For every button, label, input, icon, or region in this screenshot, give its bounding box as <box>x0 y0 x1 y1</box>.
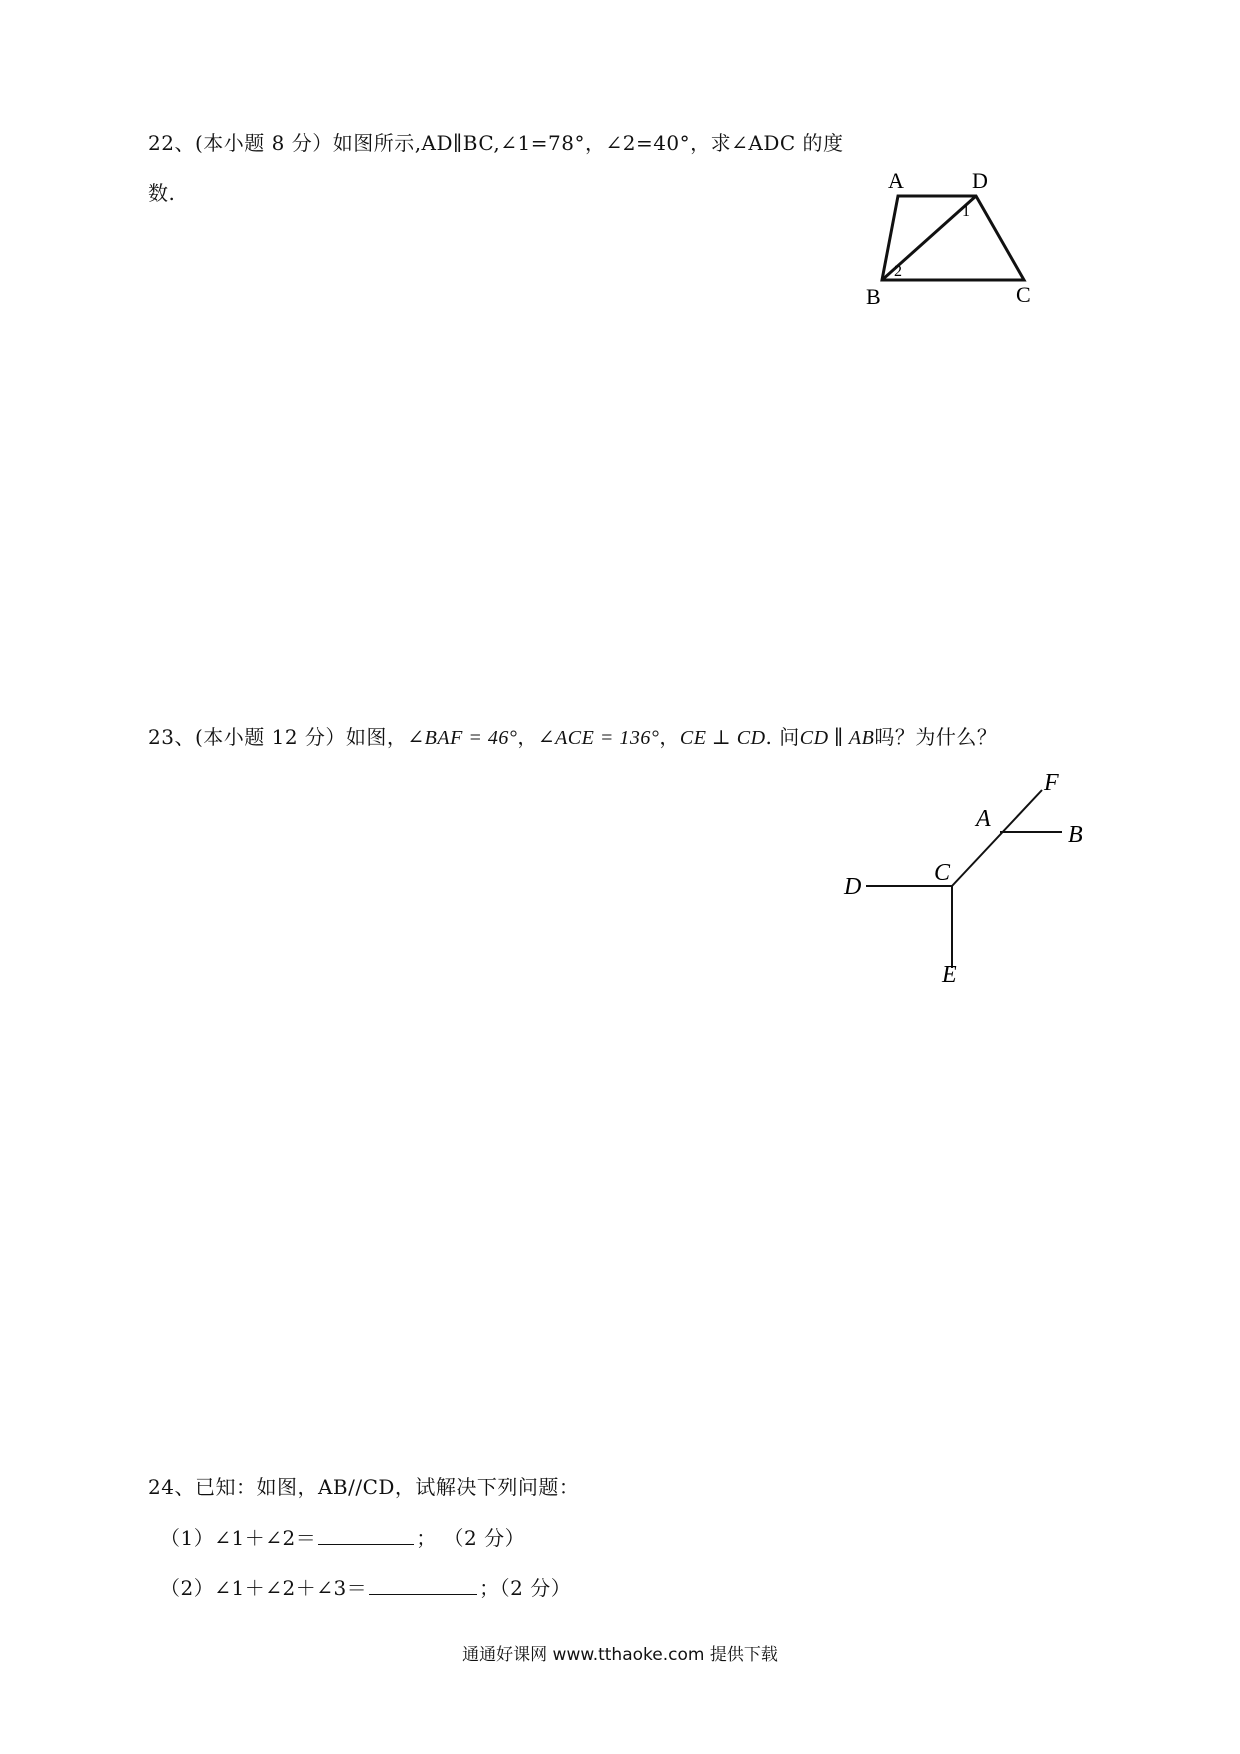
q23-sep1: ， <box>517 725 538 749</box>
q24-part1-suffix: ； （2 分） <box>416 1526 526 1550</box>
q22-trapezoid-figure <box>860 170 1040 310</box>
q24-part2-prefix: （2）∠1＋∠2＋∠3＝ <box>160 1576 368 1600</box>
label-d: D <box>844 874 862 900</box>
q23-suffix: 吗？为什么？ <box>874 725 998 749</box>
label-f: F <box>1044 770 1059 796</box>
q23-expr-parallel: CD ∥ AB <box>799 727 875 749</box>
q23-prefix: 23、(本小题 12 分）如图， <box>148 725 408 749</box>
q24-part2 <box>160 1574 571 1601</box>
label-angle-1: 1 <box>962 203 970 220</box>
q24-part2-suffix: ；（2 分） <box>479 1576 572 1600</box>
label-c: C <box>1016 282 1031 307</box>
line-cf <box>952 790 1042 886</box>
q23-sep2: ， <box>659 725 680 749</box>
label-b: B <box>866 284 881 309</box>
label-a: A <box>888 168 904 193</box>
label-angle-2: 2 <box>894 263 902 280</box>
trapezoid-outline <box>882 196 1024 280</box>
q23-expr-perp: CE ⊥ CD <box>679 727 766 749</box>
q24-part1 <box>160 1524 525 1551</box>
label-b: B <box>1068 822 1083 848</box>
label-e: E <box>942 962 957 988</box>
label-d: D <box>972 168 988 193</box>
label-c: C <box>934 860 951 886</box>
q23-expr-ace: ∠ACE = 136° <box>537 727 660 749</box>
q22-text-line1: 22、(本小题 8 分）如图所示,AD∥BC,∠1=78°，∠2=40°，求∠ADC 的度 <box>148 131 844 155</box>
q24-part1-answer-blank[interactable] <box>318 1524 414 1545</box>
q24-part1-prefix: （1）∠1＋∠2＝ <box>160 1526 317 1550</box>
q23-lines-figure <box>840 770 1100 1000</box>
q24-part2-answer-blank[interactable] <box>369 1574 477 1595</box>
label-a: A <box>976 806 991 832</box>
q22-text-line2: 数. <box>148 181 176 205</box>
page-footer: 通通好课网 www.tthaoke.com 提供下载 <box>462 1645 778 1665</box>
q24-intro: 24、已知：如图，AB//CD，试解决下列问题： <box>148 1475 580 1499</box>
q23-text <box>148 724 997 751</box>
q23-mid: . 问 <box>765 725 800 749</box>
q23-expr-baf: ∠BAF = 46° <box>407 727 518 749</box>
